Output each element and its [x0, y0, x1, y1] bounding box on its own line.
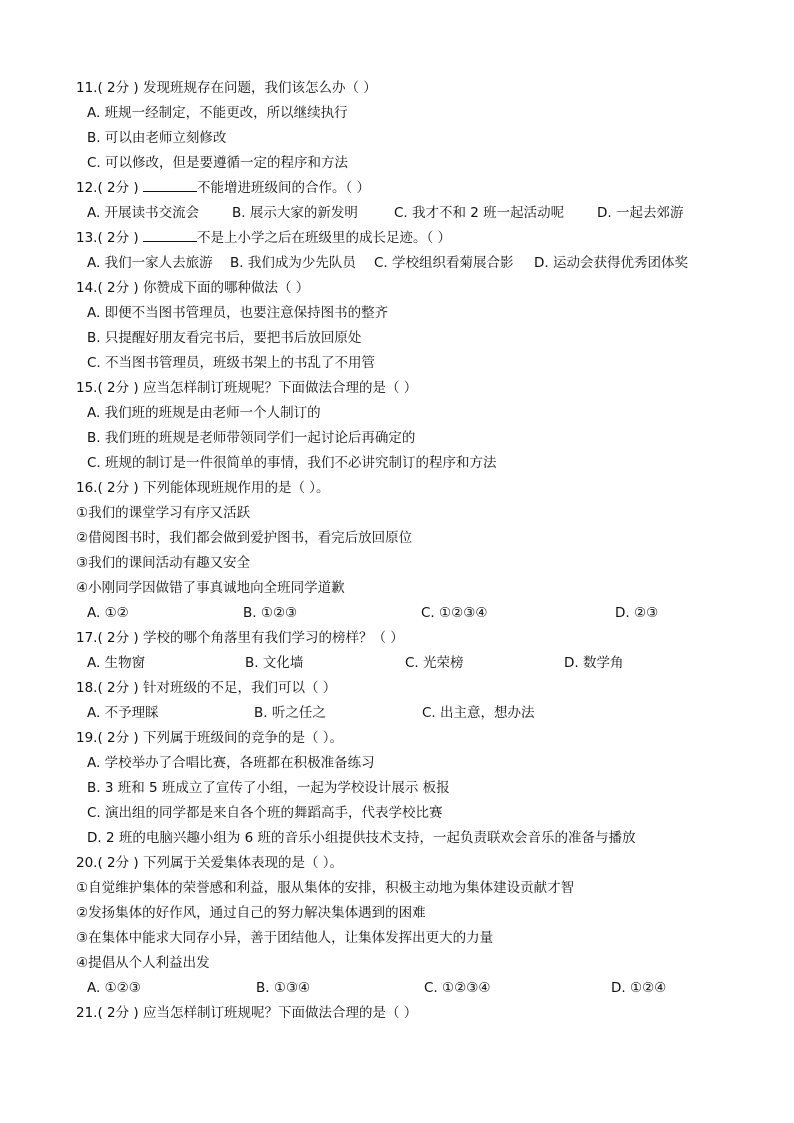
option-b: B. 听之任之: [254, 705, 326, 721]
answer-blank: [143, 179, 197, 192]
question-stem: 下列属于关爱集体表现的是（ ）。: [143, 855, 344, 871]
question-number: 21.: [76, 1005, 98, 1021]
option-c: C. 学校组织看菊展合影: [374, 255, 514, 271]
statement-4: ④提倡从个人利益出发: [76, 955, 210, 971]
option-b: B. ①③④: [256, 980, 311, 996]
question-15: [76, 379, 417, 397]
question-score: ( 2分 ): [97, 380, 139, 396]
option-b: B. 展示大家的新发明: [232, 205, 358, 221]
question-number: 14.: [76, 280, 98, 296]
question-score: ( 2分 ): [97, 730, 139, 746]
question-number: 18.: [76, 680, 98, 696]
question-21: [76, 1004, 417, 1022]
question-score: ( 2分 ): [97, 230, 139, 246]
statement-2: ②借阅图书时，我们都会做到爱护图书，看完后放回原位: [76, 530, 413, 546]
question-number: 12.: [76, 180, 98, 196]
question-stem: 下列能体现班规作用的是（ ）。: [143, 480, 330, 496]
question-12: [76, 179, 370, 197]
option-a: A. ①②: [87, 605, 129, 621]
question-stem: 你赞成下面的哪种做法（ ）: [143, 280, 310, 296]
question-number: 17.: [76, 630, 98, 646]
option-d: D. 数学角: [564, 655, 624, 671]
option-a: A. 即便不当图书管理员，也要注意保持图书的整齐: [87, 305, 389, 321]
statement-3: ③我们的课间活动有趣又安全: [76, 555, 251, 571]
question-13: [76, 229, 451, 247]
option-d: D. 运动会获得优秀团体奖: [534, 255, 688, 271]
question-17: [76, 629, 404, 647]
question-stem: 应当怎样制订班规呢？下面做法合理的是（ ）: [143, 1005, 418, 1021]
question-stem: 学校的哪个角落里有我们学习的榜样？（ ）: [143, 630, 404, 646]
question-number: 15.: [76, 380, 98, 396]
option-c: C. 演出组的同学都是来自各个班的舞蹈高手，代表学校比赛: [87, 805, 443, 821]
answer-blank: [143, 229, 197, 242]
option-c: C. 班规的制订是一件很简单的事情，我们不必讲究制订的程序和方法: [87, 455, 497, 471]
question-score: ( 2分 ): [97, 180, 139, 196]
question-score: ( 2分 ): [97, 680, 139, 696]
question-11: [76, 79, 377, 97]
question-number: 16.: [76, 480, 98, 496]
question-16: [76, 479, 330, 497]
question-20: [76, 854, 343, 872]
question-18: [76, 679, 336, 697]
option-b: B. 我们成为少先队员: [230, 255, 356, 271]
option-d: D. 一起去郊游: [597, 205, 684, 221]
option-a: A. ①②③: [87, 980, 141, 996]
option-b: B. 3 班和 5 班成立了宣传了小组，一起为学校设计展示 板报: [87, 780, 450, 796]
question-number: 19.: [76, 730, 98, 746]
statement-3: ③在集体中能求大同存小异，善于团结他人，让集体发挥出更大的力量: [76, 930, 494, 946]
statement-1: ①我们的课堂学习有序又活跃: [76, 505, 251, 521]
option-b: B. 文化墙: [245, 655, 304, 671]
option-d: D. 2 班的电脑兴趣小组为 6 班的音乐小组提供技术支持，一起负责联欢会音乐的准备与播放: [87, 830, 636, 846]
option-a: A. 学校举办了合唱比赛，各班都在积极准备练习: [87, 755, 375, 771]
question-score: ( 2分 ): [97, 480, 139, 496]
option-c: C. 可以修改，但是要遵循一定的程序和方法: [87, 155, 349, 171]
option-b: B. 只提醒好朋友看完书后，要把书后放回原处: [87, 330, 362, 346]
option-b: B. ①②③: [243, 605, 298, 621]
question-score: ( 2分 ): [97, 855, 139, 871]
option-d: D. ②③: [615, 605, 659, 621]
statement-1: ①自觉维护集体的荣誉感和利益，服从集体的安排，积极主动地为集体建设贡献才智: [76, 880, 575, 896]
option-b: B. 可以由老师立刻修改: [87, 130, 227, 146]
option-a: A. 不予理睬: [87, 705, 159, 721]
option-c: C. 光荣榜: [405, 655, 464, 671]
question-stem: 下列属于班级间的竞争的是（ ）。: [143, 730, 344, 746]
question-score: ( 2分 ): [97, 280, 139, 296]
question-number: 11.: [76, 80, 98, 96]
question-stem: 不能增进班级间的合作。（ ）: [197, 180, 371, 196]
question-stem: 针对班级的不足，我们可以（ ）: [143, 680, 337, 696]
option-a: A. 班规一经制定，不能更改，所以继续执行: [87, 105, 348, 121]
question-14: [76, 279, 309, 297]
option-a: A. 开展读书交流会: [87, 205, 200, 221]
question-score: ( 2分 ): [97, 80, 139, 96]
option-a: A. 我们一家人去旅游: [87, 255, 213, 271]
question-stem: 不是上小学之后在班级里的成长足迹。（ ）: [197, 230, 452, 246]
option-a: A. 生物窗: [87, 655, 146, 671]
question-stem: 发现班规存在问题，我们该怎么办（ ）: [143, 80, 377, 96]
question-stem: 应当怎样制订班规呢？下面做法合理的是（ ）: [143, 380, 418, 396]
option-c: C. 不当图书管理员，班级书架上的书乱了不用管: [87, 355, 376, 371]
option-c: C. ①②③④: [421, 605, 488, 621]
option-c: C. ①②③④: [424, 980, 491, 996]
question-number: 13.: [76, 230, 98, 246]
question-19: [76, 729, 343, 747]
option-a: A. 我们班的班规是由老师一个人制订的: [87, 405, 321, 421]
question-number: 20.: [76, 855, 98, 871]
option-d: D. ①②④: [611, 980, 667, 996]
statement-4: ④小刚同学因做错了事真诚地向全班同学道歉: [76, 580, 345, 596]
option-c: C. 出主意，想办法: [422, 705, 535, 721]
question-score: ( 2分 ): [97, 630, 139, 646]
option-b: B. 我们班的班规是老师带领同学们一起讨论后再确定的: [87, 430, 416, 446]
option-c: C. 我才不和 2 班一起活动呢: [394, 205, 565, 221]
question-score: ( 2分 ): [97, 1005, 139, 1021]
statement-2: ②发扬集体的好作风，通过自己的努力解决集体遇到的困难: [76, 905, 426, 921]
